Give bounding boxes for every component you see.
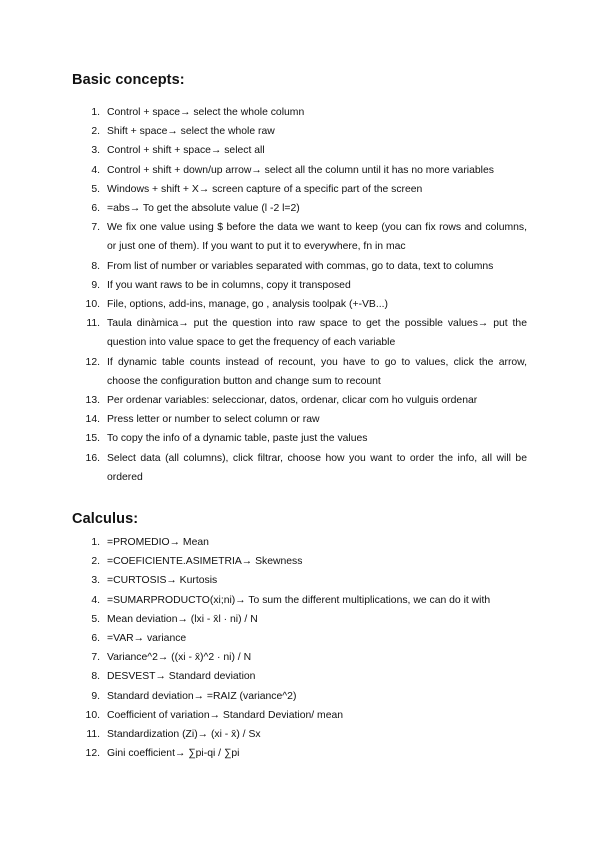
item-text: Press letter or number to select column or raw [107,414,320,426]
item-number: 5. [91,613,100,625]
item-number: 1. [91,537,100,548]
section-title-calculus: Calculus: [72,511,139,527]
item-text: If you want raws to be in columns, copy it transposed [107,279,351,291]
list-item [0,314,600,352]
list-item [0,706,600,725]
list-item [0,725,600,744]
item-text: If dynamic table counts instead of recount, you have to go to values, click the arrow, choose the configuration button and change sum to recount [107,356,527,387]
item-text: Control + shift + space→ select all [107,145,265,157]
list-item [0,141,600,160]
list-item [0,391,600,410]
list-item [0,103,600,122]
item-number: 12. [85,356,100,368]
list-item [0,180,600,199]
item-text: File, options, add-ins, manage, go , analysis toolpak (+-VB...) [107,299,388,311]
item-number: 1. [91,107,100,118]
item-text: To copy the info of a dynamic table, paste just the values [107,433,368,445]
item-number: 14. [85,414,100,426]
list-item [0,122,600,141]
list-item [0,533,600,552]
item-text: =COEFICIENTE.ASIMETRIA→ Skewness [107,556,303,568]
item-text: Coefficient of variation→ Standard Deviation/ mean [107,709,344,721]
item-text: Control + space→ select the whole column [107,107,305,118]
list-item [0,161,600,180]
item-number: 9. [91,279,100,291]
item-number: 15. [85,433,100,445]
calculus-list [0,533,600,763]
list-item [0,295,600,314]
item-text: Standard deviation→ =RAIZ (variance^2) [107,690,297,702]
list-item [0,687,600,706]
item-text: We fix one value using $ before the data we want to keep (you can fix rows and columns, or just one of them). If you want to put it to everywhere, fn in mac [107,222,527,253]
list-item [0,667,600,686]
list-item [0,257,600,276]
list-item [0,591,600,610]
item-text: Gini coefficient→ ∑pi-qi / ∑pi [107,748,240,760]
item-number: 16. [85,452,100,464]
list-item [0,744,600,763]
list-item [0,410,600,429]
list-item [0,199,600,218]
item-text: =abs→ To get the absolute value (l -2 l=2) [107,203,300,215]
list-item [0,648,600,667]
list-item [0,629,600,648]
item-text: Shift + space→ select the whole raw [107,126,275,138]
item-text: From list of number or variables separated with commas, go to data, text to columns [107,260,494,272]
list-item [0,610,600,629]
item-number: 8. [91,260,100,272]
item-text: =VAR→ variance [107,633,187,645]
item-text: =CURTOSIS→ Kurtosis [107,575,218,587]
item-number: 6. [91,633,100,645]
item-number: 2. [91,556,100,568]
list-item [0,449,600,487]
item-number: 7. [91,222,100,234]
list-item [0,571,600,590]
list-item [0,429,600,448]
item-text: DESVEST→ Standard deviation [107,671,256,683]
list-item [0,353,600,391]
item-number: 4. [91,594,100,606]
item-text: Select data (all columns), click filtrar, choose how you want to order the info, all will be ordered [107,452,527,483]
list-item [0,276,600,295]
item-number: 3. [91,145,100,157]
item-text: Windows + shift + X→ screen capture of a specific part of the screen [107,183,423,195]
list-item [0,218,600,256]
item-number: 12. [85,748,100,760]
item-number: 10. [85,299,100,311]
item-text: =PROMEDIO→ Mean [107,537,209,548]
item-number: 5. [91,183,100,195]
item-number: 7. [91,652,100,664]
item-number: 4. [91,164,100,176]
item-number: 11. [86,729,100,741]
item-number: 2. [91,126,100,138]
item-number: 6. [91,203,100,215]
basic-concepts-list [0,103,600,487]
item-text: Variance^2→ ((xi - x̄)^2 · ni) / N [107,652,252,664]
item-text: Taula dinàmica→ put the question into raw space to get the possible values→ put the question into value space to get the frequency of each variable [107,318,527,349]
item-text: Control + shift + down/up arrow→ select all the column until it has no more variables [107,164,494,176]
item-number: 3. [91,575,100,587]
section-title-basic-concepts: Basic concepts: [72,72,185,88]
item-text: =SUMARPRODUCTO(xi;ni)→ To sum the different multiplications, we can do it with [107,594,491,606]
item-number: 9. [91,690,100,702]
item-text: Per ordenar variables: seleccionar, datos, ordenar, clicar com ho vulguis ordenar [107,395,478,407]
item-number: 13. [85,395,100,407]
item-text: Mean deviation→ (lxi - x̄l · ni) / N [107,613,258,625]
item-number: 11. [86,318,100,330]
list-item [0,552,600,571]
item-number: 8. [91,671,100,683]
item-number: 10. [85,709,100,721]
item-text: Standardization (Zi)→ (xi - x̄) / Sx [107,729,261,741]
